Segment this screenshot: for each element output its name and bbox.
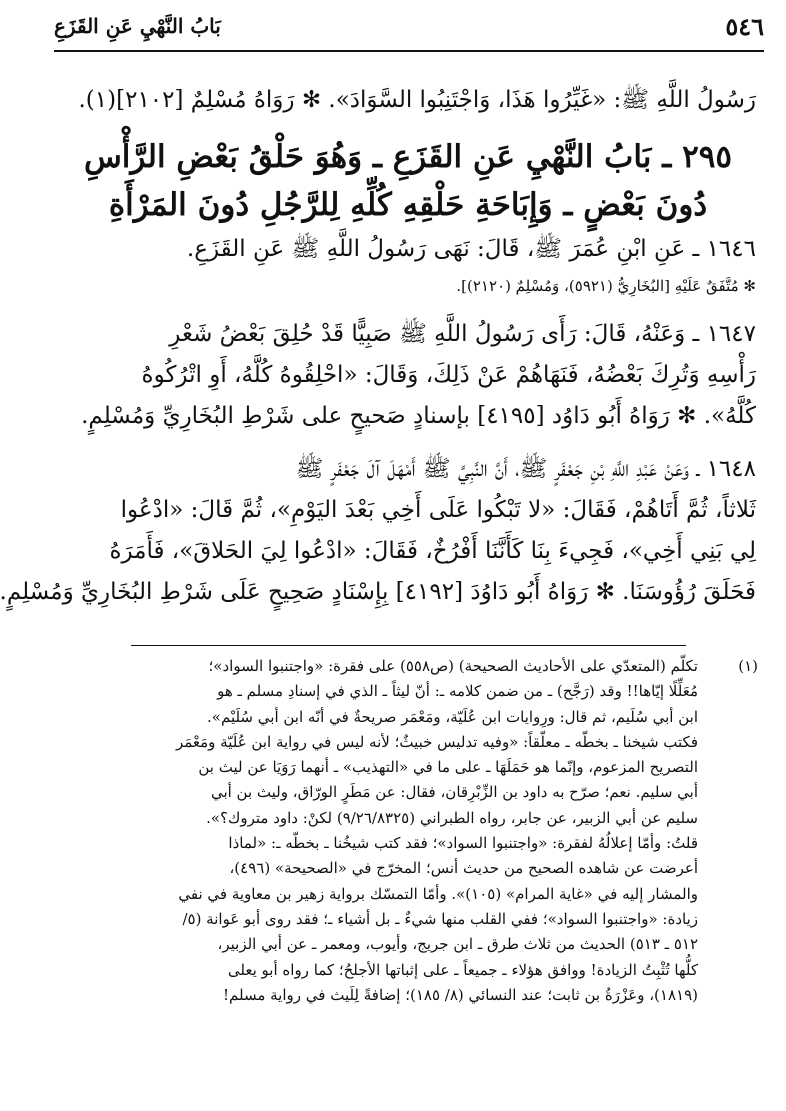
hadith-1648-line3: لِي بَنِي أَخِي»، فَجِيءَ بِنَا كَأَنَّنَا أَفْرُخٌ، فَقَالَ: «ادْعُوا لِيَ الحَلاقَ»، فَأَمَرَهُ [109,538,756,564]
footnote-line: سليم عن أبي الزبير، عن جابر، رواه الطبراني (٩/٢٦/٨٣٢٥) لكنْ: داود متروك؟». [206,808,698,827]
footnote-line: والمشار إليه في «غاية المرام» (١٠٥)». وأمّا التمسّك برواية زهير بن معاوية في نفي [178,884,698,903]
chapter-heading-line1: ٢٩٥ ـ بَابُ النَّهْيِ عَنِ القَزَعِ ـ وَهُوَ حَلْقُ بَعْضِ الرَّأْسِ [83,139,733,175]
footnote-line: مُعَلِّلًا إيّاها!! وقد (رَجَّح) ـ من ضمن كلامه ـ: أنّ ليثاً ـ الذي في إسنادِ مسلم ـ هو [217,682,698,701]
footnote-line: ابن أبي سُلَيم، ثم قال: ورِوايات ابن عُلَيّة، ومَعْمَر صريحةٌ في أنّه ابن أبي سُلَيْم». [207,707,698,726]
footnote-line: زيادة: «واجتنبوا السواد»؛ ففي القلب منها شيءٌ ـ بل أشياء ـ؛ فقد روى أبو عَوانة (٥/ [182,909,698,928]
footnote-line: أعرضت عن شاهده الصحيح من حديث أنس؛ المخرّج في «الصحيحة» (٤٩٦)، [229,859,698,878]
hadith-1646-ref: ✻ مُتَّفَقٌ عَلَيْهِ [البُخَارِيُّ (٥٩٢١)، وَمُسْلِمٌ (٢١٢٠)]. [456,277,756,295]
hadith-1646-text: ١٦٤٦ ـ عَنِ ابْنِ عُمَرَ ﷺ، قَالَ: نَهَى رَسُولُ اللَّهِ ﷺ عَنِ القَزَعِ. [186,236,756,262]
hadith-1648-line4: فَحَلَقَ رُؤُوسَنَا. ✻ رَوَاهُ أَبُو دَاوُدَ [٤١٩٢] بِإِسْنَادٍ صَحِيحٍ عَلَى شَرْطِ البُخَارِيِّ وَمُسْلِمٍ. [0,579,756,605]
footnote-line: قلتُ: وأمّا إعلالُهُ لفقرة: «واجتنبوا السواد»؛ فقد كتب شيخُنا ـ بخطّه ـ: «لماذا [228,834,698,853]
footnote-number: (١) [738,657,758,675]
footnote-line: تكلّم (المتعدّي على الأحاديث الصحيحة) (ص٥٥٨) على فقرة: «واجتنبوا السواد»؛ [208,657,698,675]
footnote-line: كلُّها تُثْبِتُ الزيادة! ووافق هؤلاء ـ جميعاً ـ على إثباتها الأجلحُ؛ كما رواه أبو يعلى [227,960,698,979]
hadith-1648-line2: ثَلاثاً، ثُمَّ أَتَاهُمْ، فَقَالَ: «لا تَبْكُوا عَلَى أَخِي بَعْدَ اليَوْمِ»، ثُمَّ قَالَ: «ادْعُوا [120,497,756,523]
footnote-line: أبي سليم. نعم؛ صرّح به داود بن الزِّبْرِقان، فقال: عن مَطَرٍ الورّاق، وليث بن أبي [210,783,698,802]
footnote-line: ٥١٢ ـ ٥١٣) الحديث من ثلاث طرق ـ ابن جريج، وأيوب، ومعمر ـ عن أبي الزبير، [217,935,698,954]
footnote [62,654,758,1008]
footnote-line: (١٨١٩)، وعَزْرَةُ بن ثابت؛ عند النسائي (٨/ ١٨٥)؛ إضافةً لِلَيث في رواية مسلم! [222,985,698,1004]
footnote-line: التصريح المزعوم، وإنّما هو حَمَلَهَا ـ على ما في «التهذيب» ـ أنهما رَوَيَا عن ليث بن [198,758,698,777]
footnote-rule [131,645,686,646]
intro-line: رَسُولُ اللَّهِ ﷺ: «غَيِّرُوا هَذَا، وَاجْتَنِبُوا السَّوَادَ». ✻ رَوَاهُ مُسْلِمٌ [٢١٠٢](١). [78,87,756,113]
running-header [54,12,764,44]
hadith-1647-line3: كُلَّهُ». ✻ رَوَاهُ أَبُو دَاوُد [٤١٩٥] بإسنادٍ صَحيحٍ على شَرْطِ البُخَارِيِّ وَمُسْلِمٍ. [81,403,756,429]
header-rule [54,50,764,52]
running-title: بَابُ النَّهْيِ عَنِ القَزَعِ [54,14,221,38]
hadith-1647-line2: رَأْسِهِ وَتُرِكَ بَعْضُهُ، فَنَهَاهُمْ عَنْ ذَلِكَ، وَقَالَ: «احْلِقُوهُ كُلَّهُ، أَوِ اتْرُكُوهُ [141,362,756,388]
footnote-line: فكتب شيخنا ـ بخطّه ـ معلّقاً: «وفيه تدليس خبيثٌ؛ لأنه ليس في رواية ابن عُلَيّة ومَعْمَر [175,732,698,751]
page-number: ٥٤٦ [725,12,764,41]
main-text [0,80,756,613]
hadith-1647-line1: ١٦٤٧ ـ وَعَنْهُ، قَالَ: رَأَى رَسُولُ اللَّهِ ﷺ صَبِيًّا قَدْ حُلِقَ بَعْضُ شَعْرِ [169,321,756,347]
chapter-heading-line2: دُونَ بَعْضٍ ـ وَإِبَاحَةِ حَلْقِهِ كُلِّهِ لِلرَّجُلِ دُونَ المَرْأَةِ [108,187,708,223]
hadith-1648-line1: ١٦٤٨ ـ وَعَنْ عَبْدِ اللَّهِ بْنِ جَعْفَرٍ ﷺ، أَنَّ النَّبِيَّ ﷺ أَمْهَلَ آلَ جَعْفَرٍ ﷺ [295,456,756,482]
